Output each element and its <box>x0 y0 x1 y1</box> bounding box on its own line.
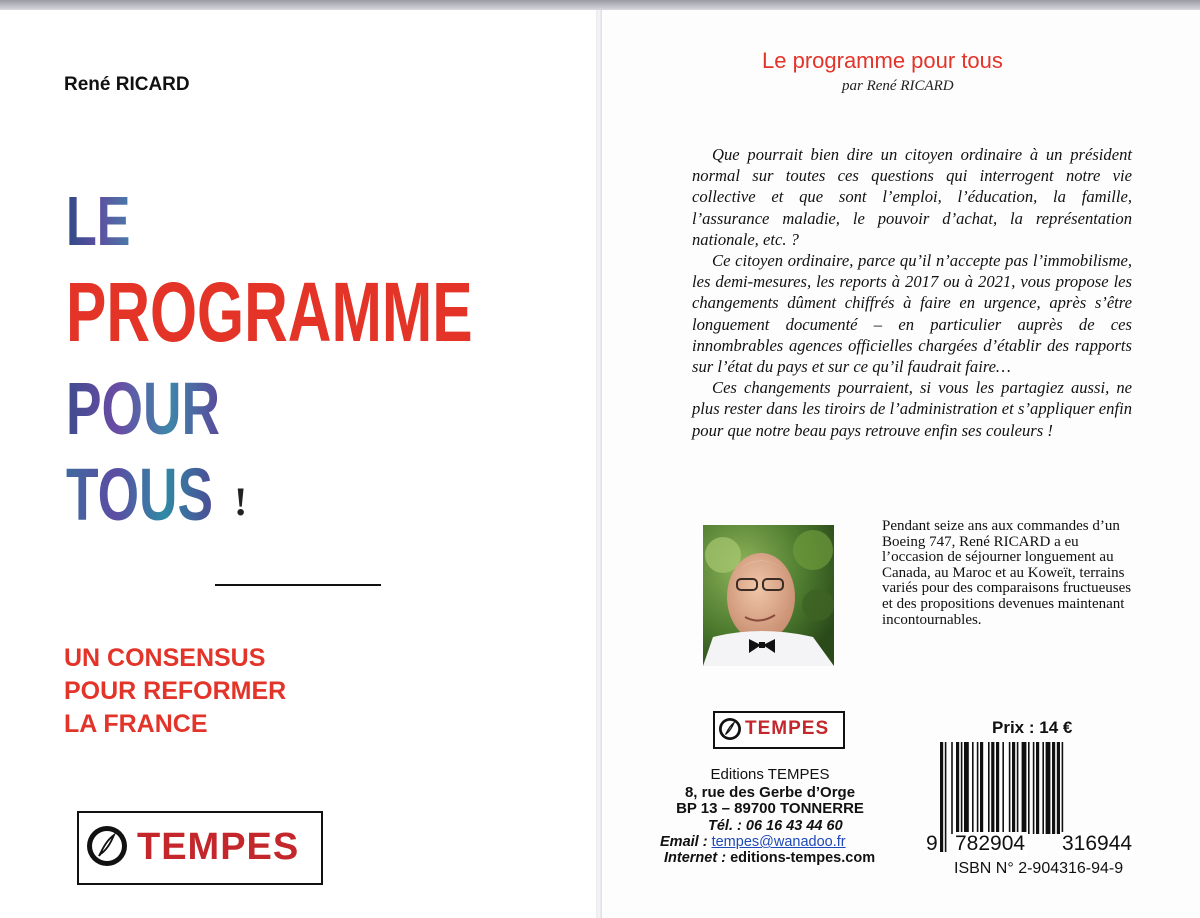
phone-label: Tél. : <box>708 818 742 834</box>
subtitle-line-1: UN CONSENSUS <box>64 644 266 672</box>
front-subtitle <box>64 642 286 741</box>
front-author: René RICARD <box>64 74 190 95</box>
logo-wordmark: TEMPES <box>745 718 830 739</box>
publisher-address-1: 8, rue des Gerbe d’Orge <box>684 784 856 801</box>
publisher-logo-back <box>713 711 845 749</box>
publisher-logo-front <box>77 811 323 885</box>
email-link[interactable]: tempes@wanadoo.fr <box>711 834 846 850</box>
publisher-email <box>660 834 846 850</box>
website-label: Internet : <box>664 850 727 866</box>
website-address: editions-tempes.com <box>730 850 876 866</box>
title-line-2: PROGRAMME <box>66 265 473 359</box>
barcode-digits-group-1: 782904 <box>955 832 1026 855</box>
phone-number: 06 16 43 44 60 <box>745 818 843 834</box>
subtitle-line-3: LA FRANCE <box>64 710 208 738</box>
back-byline: par René RICARD <box>842 78 954 94</box>
author-bio: Pendant seize ans aux commandes d’un Boeing 747, René RICARD a eu l’occasion de séjourner longuement au Canada, au Maroc et au Koweït, terrains variés pour des comparaisons fructueuses et des propositions devenues maintenant incontournables. <box>882 518 1132 628</box>
barcode-digits-group-2: 316944 <box>1062 832 1133 855</box>
blurb-paragraph: Ces changements pourraient, si vous les partagiez aussi, ne plus rester dans les tiroirs de l’administration et s’appliquer enfin pour que notre beau pays retrouve enfin ses couleurs ! <box>692 378 1132 440</box>
scan-top-edge <box>0 0 1200 10</box>
back-blurb <box>692 144 1132 441</box>
publisher-phone <box>708 818 843 834</box>
title-exclamation: ! <box>234 479 248 524</box>
author-photo <box>703 525 834 666</box>
publisher-address-2: BP 13 – 89700 TONNERRE <box>676 800 864 817</box>
publisher-name: Editions TEMPES <box>710 766 830 783</box>
title-line-1: LE <box>66 182 131 260</box>
blurb-paragraph: Que pourrait bien dire un citoyen ordinaire à un président normal sur toutes ces questions qui interrogent notre vie collective et que sont l’emploi, l’éducation, la famille, l’assurance maladie, le pouvoir d’achat, la représentation nationale, etc. ? <box>692 145 1132 249</box>
email-label: Email : <box>660 834 708 850</box>
blurb-paragraph: Ce citoyen ordinaire, parce qu’il n’accepte pas l’immobilisme, les demi-mesures, les reports à 2017 ou à 2021, vous propose les changements dûment chiffrés à faire en urgence, après s’être longuement documenté – en particulier auprès de ces innombrables agences officielles chargées d’établir des rapports sur l’état du pays et sur ce qu’il faudrait faire… <box>692 251 1132 377</box>
price-label: Prix : 14 € <box>992 718 1073 737</box>
quill-circle-icon <box>87 826 127 866</box>
title-line-3: POUR <box>66 367 220 450</box>
logo-wordmark: TEMPES <box>137 826 300 868</box>
title-divider <box>215 584 381 586</box>
back-title: Le programme pour tous <box>762 48 1003 73</box>
isbn-number: ISBN N° 2-904316-94-9 <box>954 860 1124 877</box>
publisher-website <box>664 850 875 866</box>
quill-circle-icon <box>719 718 741 740</box>
subtitle-line-2: POUR REFORMER <box>64 677 287 705</box>
barcode-lead-digit: 9 <box>926 832 938 855</box>
title-line-4: TOUS <box>66 453 214 536</box>
